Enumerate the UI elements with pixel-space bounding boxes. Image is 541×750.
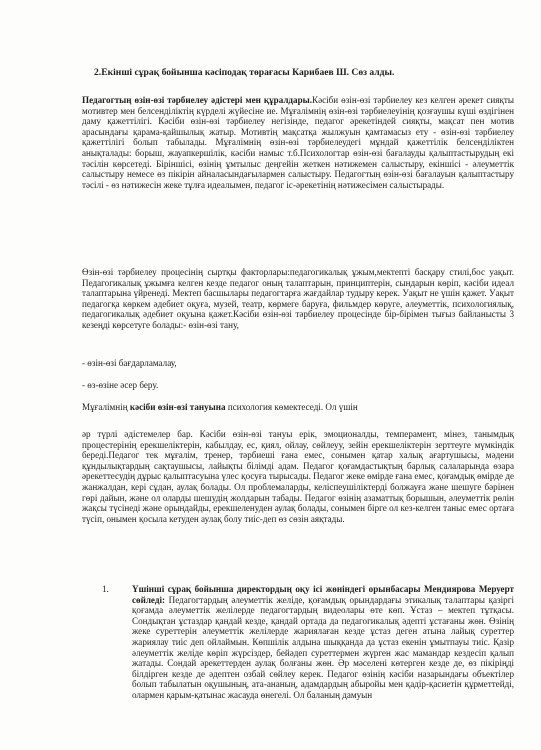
list-item-number: 1. <box>102 584 109 594</box>
self-knowledge-bold: кәсіби өзін-өзі тануына <box>129 402 226 412</box>
list-item-bold: Үшінші сұрақ бойынша директордың оқу ісі жөніндегі орынбасары Мендиярова Меруерт сөйледі: <box>132 584 514 605</box>
self-knowledge-pre: Мұғалімнің <box>82 402 130 412</box>
list-item-text: Педагогтардың әлеуметтік желіде, қоғамдық орындардағы этикалық талаптары қазіргі қоғамда әлеуметтік желілерде педагогтардың видеолары өте көп. Ұстаз – мектеп тұтқасы. Сондықтан ұстаздар қандай кезде, қандай ортада да педагогикалық әдепті ұстағаны жөн. Өзінің жеке суреттерін әлеуметтік желілерде жариялаған кезде ұстаз деген атына лайық суреттер жариялау тиіс деп ойлаймын. Көпшілік алдына шыққанда да ұстаз екенін ұмытпауы тиіс. Қазір әлеуметтік желіде көріп жүрсіздер, бейәдеп суреттермен жүрген жас мамандар кездесіп қалып жатады. Сондай әрекеттерден аулақ болғаны жөн. Әр мәселені көтерген кезде де, өз пікіріңді білдірген кезде де әдептен озбай сөйлеу керек. Педагог өзінің кәсіби назарындағы объектілер болып табылатын оқушының, ата-ананың, адамдардың абыройы мен қадір-қасиетін құрметтейді, олармен қарым-қатынас жасауда өнегелі. Ол баланың дамуын <box>132 594 514 700</box>
paragraph-self-knowledge-lead <box>82 402 358 412</box>
paragraph-external-factors: Өзін-өзі тәрбиелеу процесінің сыртқы факторлары:педагогикалық ұжым,мектепті басқару стилі,бос уақыт. Педагогикалық ұжымға келген кезде педагог оның талаптарын, принциптерін, сындарын көріп, кәсіби идеал талаптарына үйренеді. Мектеп басшылары педагогтарға жағдайлар тудыру керек. Уақыт не үшін қажет. Уақыт педагогқа көркем әдебиет оқуға, музей, театр, көрмеге баруға, фильмдер көруге, әлеуметтік, психологиялық, педагогикалық әдебиет оқуына қажет.Кәсіби өзін-өзі тәрбиелеу процесінде бір-бірімен тығыз байланысты 3 кезеңді көрсетуге болады:- өзін-өзі тану, <box>82 267 514 330</box>
paragraph-methods-text: Кәсіби өзін-өзі тәрбиелеу кез келген әрекет сияқты мотивтер мен белсенділіктің күрделі жүйесіне ие. Мұғалімнің өзін-өзі тәрбиелеуінің қозғаушы күші өздігінен даму қажеттілігі. Кәсіби өзін-өзі тәрбиелеу негізінде, педагог әрекетіндей сияқты, мақсат пен мотив арасындағы қарама-қайшылық жатыр. Мотивтің мақсатқа жылжуын қамтамасыз ету - өзін-өзі тәрбиелеу қажеттілігі болып табылады. Мұғалімнің өзін-өзі тәрбиелеудегі мұндай қажеттілік белсенділіктен анықталады: борыш, жауапкершілік, кәсіби намыс т.б.Психологтар өзін-өзі бағалауды қалыптастырудың екі тәсілін көрсетеді. Біріншісі, өзінің ұмтылыс деңгейін жеткен нәтижемен салыстыру, екіншісі - әлеуметтік салыстыру немесе өз пікірін айналасындағылармен салыстыру. Педагогтың өзін-өзі бағалауын қалыптастыру тәсілі - өз нәтижесін жеке тұлға идеалымен, педагог іс-әрекетінің нәтижесімен салыстырады. <box>82 95 514 190</box>
list-item-body <box>132 584 514 701</box>
list-line-programming: - өзін-өзі бағдарламалау, <box>82 358 177 368</box>
paragraph-methods <box>82 95 514 262</box>
paragraph-methods-detail: әр түрлі әдістемелер бар. Кәсіби өзін-өзі тануы ерік, эмоционалды, темперамент, мінез, танымдық процестерінің ерекшеліктерін, кабылдау, ес, қиял, ойлау, сөйлеуу, зейін ерекшеліктерін зерттеуге мүмкіндік береді.Педагог тек мұғалім, тренер, тәрбиеші ғана емес, сонымен қатар халық ағартушысы, мәдени құндылықтардың сақтаушысы, лайықты білімді адам. Педагог қоғамдастықтың барлық салаларында өзара әрекеттесудің дұрыс қалыптасуына үлес қосуға тырысады. Педагог жеке өмірде ғана емес, қоғамдық өмірде де жанжалдан, кері сұдан, аулақ болады. Ол проблемаларды, келіспеушіліктерді болжауға және шешуге бәрінен гөрі дайын, және ол оларды шешудің жолдарын табады. Педагог өзінің азаматтық борышын, әлеуметтік рөлін жақсы түсінеді және орындайды, ерекшеленуден аулақ болады, сонымен бірге ол кез-келген таныс емес ортаға түсіп, онымен қосыла кетуден аулақ болу тиіс-деп өз сөзін аяқтады. <box>82 429 514 524</box>
self-knowledge-post: психология көмектеседі. Ол үшін <box>225 402 358 412</box>
paragraph-methods-bold: Педагогтың өзін-өзі тәрбиелеу әдістері мен құралдары. <box>82 95 312 105</box>
list-line-influence: - өз-өзіне әсер беру. <box>82 380 159 390</box>
section-heading: 2.Екінші сұрақ бойынша кәсіподақ төрағасы Карибаев Ш. Сөз алды. <box>94 67 395 78</box>
